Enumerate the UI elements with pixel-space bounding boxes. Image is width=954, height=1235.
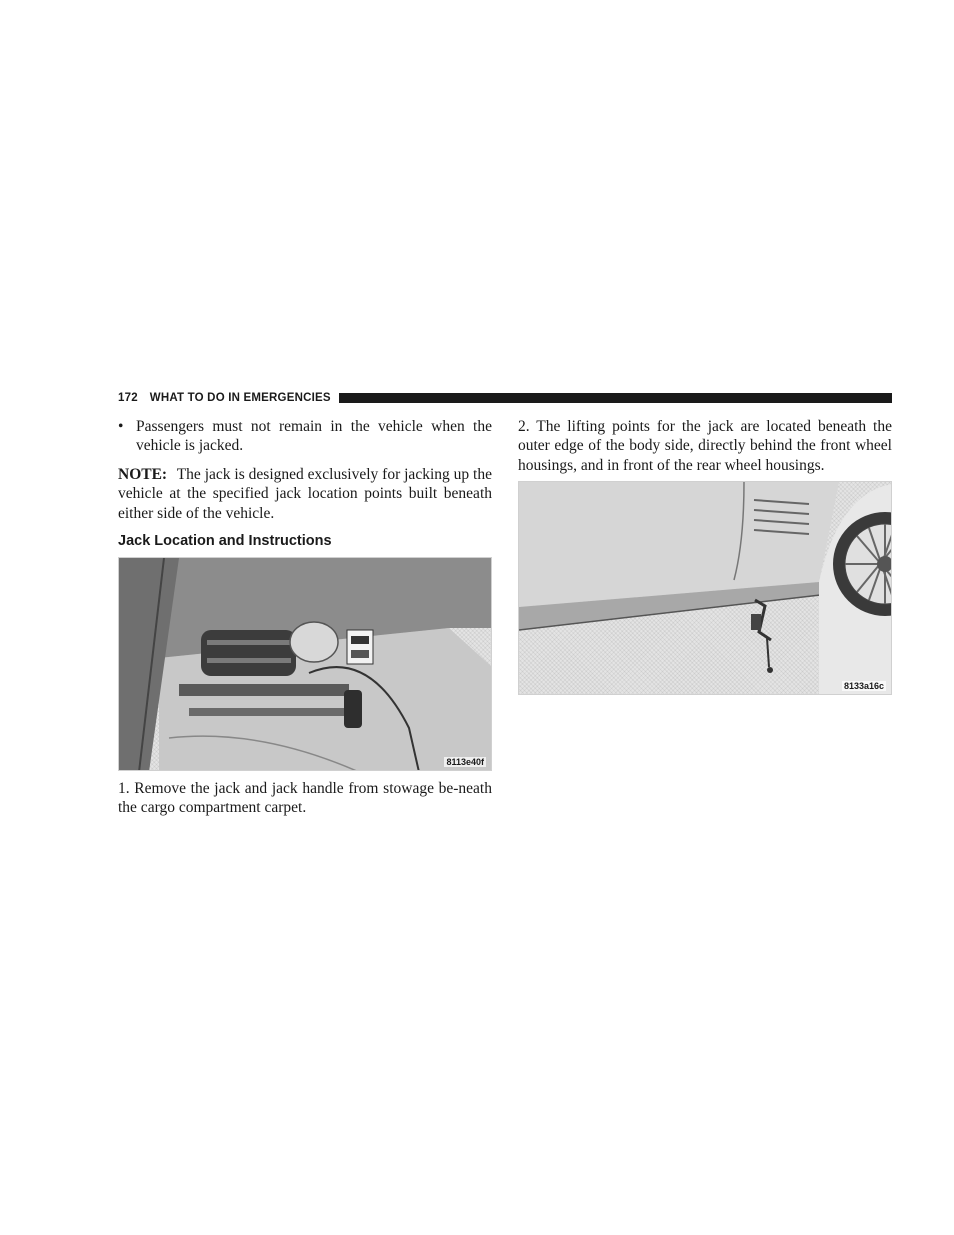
jack-stowage-figure	[118, 557, 492, 771]
page-number: 172	[118, 392, 138, 404]
header-rule	[339, 393, 892, 403]
figure-code: 8133a16c	[843, 681, 884, 692]
bullet-symbol: •	[118, 418, 124, 435]
figure-code: 8113e40f	[446, 757, 484, 768]
section-title: WHAT TO DO IN EMERGENCIES	[149, 392, 331, 404]
bullet-item	[118, 417, 492, 456]
note-text: The jack is designed exclusively for jacking up the vehicle at the specified jack location points built beneath either side of the vehicle.	[118, 465, 492, 522]
note-label: NOTE:	[118, 465, 168, 483]
right-column	[518, 417, 892, 695]
lifting-point-figure	[518, 481, 892, 695]
step-1-text: 1. Remove the jack and jack handle from stowage be-neath the cargo compartment carpet.	[118, 780, 492, 817]
step-2-text: 2. The lifting points for the jack are located beneath the outer edge of the body side, directly behind the front wheel housings, and in front of the rear wheel housings.	[518, 418, 892, 474]
note-paragraph	[118, 465, 492, 523]
page-header	[118, 390, 892, 406]
left-column	[118, 417, 492, 818]
bullet-text: Passengers must not remain in the vehicle when the vehicle is jacked.	[136, 418, 492, 455]
jack-stowage-illustration	[119, 558, 492, 771]
lifting-point-illustration	[519, 482, 892, 695]
section-subheading: Jack Location and Instructions	[118, 533, 332, 550]
